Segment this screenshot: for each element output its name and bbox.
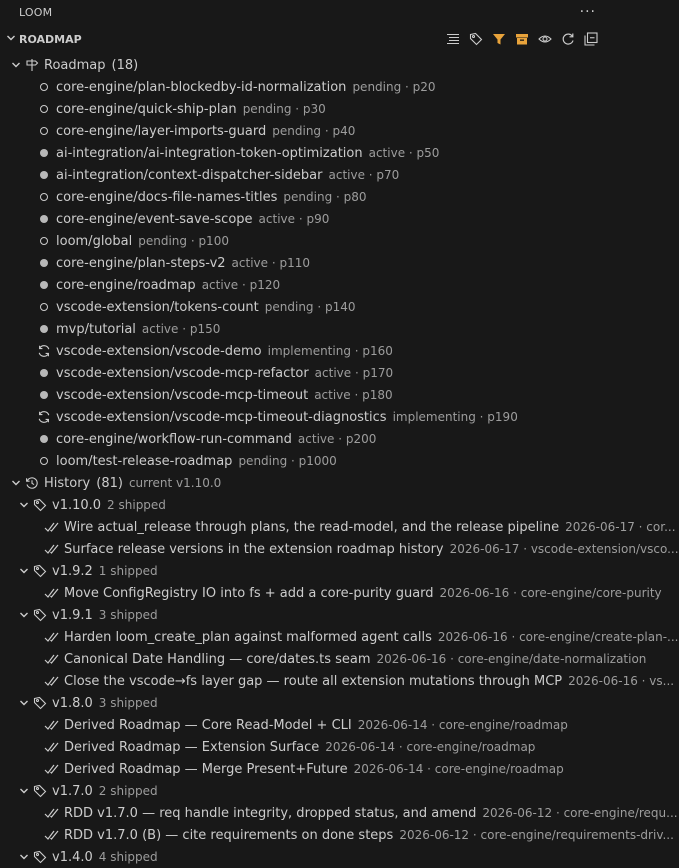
chevron-down-icon — [16, 698, 32, 708]
view-titlebar — [0, 0, 604, 24]
roadmap-item[interactable] — [0, 450, 604, 472]
plan-name: core-engine/event-save-scope — [56, 211, 253, 227]
shipped-meta: 2026-06-16 · core-engine/date-normalization — [376, 652, 647, 666]
roadmap-item[interactable] — [0, 296, 604, 318]
release-group[interactable] — [0, 692, 604, 714]
tag-icon — [32, 850, 48, 864]
active-dot-icon — [36, 215, 52, 223]
more-actions-button[interactable]: ··· — [579, 4, 596, 20]
roadmap-item[interactable] — [0, 340, 604, 362]
plan-name: vscode-extension/vscode-mcp-timeout — [56, 387, 309, 403]
plan-meta: implementing · p160 — [267, 344, 393, 358]
active-dot-icon — [36, 149, 52, 157]
plan-meta: pending · p80 — [283, 190, 367, 204]
shipped-meta: 2026-06-12 · core-engine/requ... — [482, 806, 678, 820]
roadmap-item[interactable] — [0, 76, 604, 98]
plan-name: loom/global — [56, 233, 133, 249]
plan-name: vscode-extension/vscode-mcp-refactor — [56, 365, 309, 381]
roadmap-label: Roadmap — [44, 57, 106, 73]
shipped-title: Harden loom_create_plan against malformed agent calls — [64, 629, 432, 645]
plan-name: core-engine/quick-ship-plan — [56, 101, 237, 117]
shipped-item[interactable] — [0, 538, 679, 560]
shipped-item[interactable] — [0, 714, 604, 736]
sync-icon — [36, 344, 52, 358]
chevron-down-icon — [16, 786, 32, 796]
plan-meta: pending · p30 — [242, 102, 326, 116]
plan-name: core-engine/layer-imports-guard — [56, 123, 267, 139]
shipped-title: Canonical Date Handling — core/dates.ts seam — [64, 651, 371, 667]
plan-meta: active · p120 — [201, 278, 281, 292]
shipped-title: Close the vscode→fs layer gap — route all extension mutations through MCP — [64, 673, 563, 689]
shipped-title: Surface release versions in the extension roadmap history — [64, 541, 444, 557]
tag-icon — [32, 564, 48, 578]
release-group[interactable] — [0, 846, 604, 868]
chevron-down-icon — [16, 610, 32, 620]
roadmap-item[interactable] — [0, 120, 604, 142]
section-title: ROADMAP — [19, 32, 82, 46]
active-dot-icon — [36, 391, 52, 399]
shipped-item[interactable] — [0, 758, 604, 780]
plan-meta: pending · p140 — [264, 300, 356, 314]
release-shipped-count: 3 shipped — [98, 608, 158, 622]
shipped-item[interactable] — [0, 626, 679, 648]
roadmap-item[interactable] — [0, 164, 604, 186]
release-group[interactable] — [0, 604, 604, 626]
plan-meta: active · p90 — [258, 212, 330, 226]
plan-name: core-engine/plan-blockedby-id-normalization — [56, 79, 347, 95]
double-check-icon — [44, 718, 60, 732]
collapse-all-icon[interactable] — [582, 30, 600, 48]
sync-icon — [36, 410, 52, 424]
shipped-item[interactable] — [0, 648, 647, 670]
pending-circle-icon — [36, 237, 52, 245]
chevron-down-icon — [16, 566, 32, 576]
history-current-version: current v1.10.0 — [128, 476, 222, 490]
pending-circle-icon — [36, 193, 52, 201]
history-icon — [24, 476, 40, 490]
shipped-title: Move ConfigRegistry IO into fs + add a core-purity guard — [64, 585, 434, 601]
history-items — [0, 494, 679, 868]
release-shipped-count: 3 shipped — [98, 696, 158, 710]
plan-meta: active · p50 — [368, 146, 440, 160]
double-check-icon — [44, 762, 60, 776]
roadmap-item[interactable] — [0, 384, 604, 406]
active-dot-icon — [36, 171, 52, 179]
roadmap-group[interactable] — [0, 54, 604, 76]
release-shipped-count: 1 shipped — [98, 564, 158, 578]
active-dot-icon — [36, 435, 52, 443]
release-version: v1.4.0 — [52, 849, 93, 865]
release-version: v1.8.0 — [52, 695, 93, 711]
shipped-title: Derived Roadmap — Core Read-Model + CLI — [64, 717, 352, 733]
roadmap-items — [0, 76, 604, 472]
archive-icon[interactable] — [513, 30, 531, 48]
plan-meta: pending · p100 — [138, 234, 229, 248]
release-group[interactable] — [0, 560, 604, 582]
history-label: History — [44, 475, 91, 491]
double-check-icon — [44, 542, 60, 556]
tag-icon — [32, 696, 48, 710]
plan-name: ai-integration/ai-integration-token-optimization — [56, 145, 363, 161]
plan-name: core-engine/roadmap — [56, 277, 196, 293]
active-dot-icon — [36, 259, 52, 267]
plan-name: ai-integration/context-dispatcher-sidebar — [56, 167, 323, 183]
pending-circle-icon — [36, 303, 52, 311]
shipped-meta: 2026-06-17 · vscode-extension/vsco... — [449, 542, 679, 556]
active-dot-icon — [36, 369, 52, 377]
shipped-item[interactable] — [0, 582, 662, 604]
roadmap-item[interactable] — [0, 142, 604, 164]
plan-name: vscode-extension/vscode-mcp-timeout-diagnostics — [56, 409, 387, 425]
double-check-icon — [44, 740, 60, 754]
plan-name: loom/test-release-roadmap — [56, 453, 233, 469]
roadmap-tree — [0, 54, 679, 868]
double-check-icon — [44, 674, 60, 688]
chevron-down-icon — [16, 500, 32, 510]
release-group[interactable] — [0, 494, 604, 516]
plan-meta: pending · p1000 — [238, 454, 337, 468]
view-title: LOOM — [19, 5, 53, 19]
double-check-icon — [44, 586, 60, 600]
roadmap-item[interactable] — [0, 98, 604, 120]
plan-name: core-engine/docs-file-names-titles — [56, 189, 278, 205]
double-check-icon — [44, 806, 60, 820]
shipped-title: RDD v1.7.0 (B) — cite requirements on done steps — [64, 827, 394, 843]
filter-icon[interactable] — [490, 30, 508, 48]
history-group[interactable] — [0, 472, 604, 494]
plan-meta: pending · p40 — [272, 124, 356, 138]
plan-meta: implementing · p190 — [392, 410, 518, 424]
shipped-meta: 2026-06-17 · cor... — [565, 520, 676, 534]
tag-icon[interactable] — [467, 30, 485, 48]
chevron-down-icon — [16, 852, 32, 862]
plan-meta: active · p180 — [314, 388, 393, 402]
release-version: v1.10.0 — [52, 497, 102, 513]
shipped-title: Derived Roadmap — Extension Surface — [64, 739, 320, 755]
plan-meta: active · p170 — [314, 366, 394, 380]
release-version: v1.9.1 — [52, 607, 93, 623]
shipped-item[interactable] — [0, 736, 604, 758]
eye-icon[interactable] — [536, 30, 554, 48]
roadmap-item[interactable] — [0, 186, 604, 208]
roadmap-item[interactable] — [0, 230, 604, 252]
release-group[interactable] — [0, 780, 604, 802]
active-dot-icon — [36, 325, 52, 333]
pending-circle-icon — [36, 127, 52, 135]
list-icon[interactable] — [444, 30, 462, 48]
roadmap-item[interactable] — [0, 208, 604, 230]
tag-icon — [32, 498, 48, 512]
plan-meta: active · p110 — [231, 256, 310, 270]
roadmap-section-header[interactable] — [0, 24, 604, 54]
shipped-item[interactable] — [0, 670, 675, 692]
roadmap-item[interactable] — [0, 274, 604, 296]
signpost-icon — [24, 58, 40, 72]
shipped-title: Derived Roadmap — Merge Present+Future — [64, 761, 348, 777]
tag-icon — [32, 784, 48, 798]
pending-circle-icon — [36, 105, 52, 113]
plan-name: mvp/tutorial — [56, 321, 136, 337]
section-toolbar — [444, 30, 600, 48]
shipped-title: Wire actual_release through plans, the read-model, and the release pipeline — [64, 519, 560, 535]
plan-name: vscode-extension/tokens-count — [56, 299, 259, 315]
active-dot-icon — [36, 281, 52, 289]
shipped-meta: 2026-06-16 · core-engine/create-plan-... — [437, 630, 679, 644]
plan-name: core-engine/plan-steps-v2 — [56, 255, 226, 271]
shipped-item[interactable] — [0, 516, 676, 538]
double-check-icon — [44, 652, 60, 666]
plan-meta: pending · p20 — [352, 80, 436, 94]
double-check-icon — [44, 630, 60, 644]
shipped-meta: 2026-06-12 · core-engine/requirements-driv... — [399, 828, 674, 842]
chevron-down-icon — [8, 478, 24, 488]
plan-meta: active · p200 — [297, 432, 377, 446]
roadmap-item[interactable] — [0, 252, 604, 274]
release-shipped-count: 2 shipped — [107, 498, 166, 512]
refresh-icon[interactable] — [559, 30, 577, 48]
shipped-meta: 2026-06-16 · core-engine/core-purity — [439, 586, 662, 600]
release-shipped-count: 2 shipped — [98, 784, 158, 798]
release-version: v1.9.2 — [52, 563, 93, 579]
plan-meta: active · p150 — [141, 322, 221, 336]
tag-icon — [32, 608, 48, 622]
history-count: (81) — [96, 475, 123, 491]
roadmap-item[interactable] — [0, 406, 604, 428]
plan-name: vscode-extension/vscode-demo — [56, 343, 262, 359]
plan-name: core-engine/workflow-run-command — [56, 431, 292, 447]
pending-circle-icon — [36, 457, 52, 465]
shipped-meta: 2026-06-14 · core-engine/roadmap — [357, 718, 568, 732]
roadmap-item[interactable] — [0, 428, 604, 450]
plan-meta: active · p70 — [328, 168, 400, 182]
roadmap-count: (18) — [111, 57, 139, 73]
chevron-down-icon — [4, 33, 18, 46]
roadmap-item[interactable] — [0, 318, 604, 340]
shipped-meta: 2026-06-14 · core-engine/roadmap — [353, 762, 564, 776]
pending-circle-icon — [36, 83, 52, 91]
release-shipped-count: 4 shipped — [98, 850, 158, 864]
chevron-down-icon — [8, 60, 24, 70]
shipped-item[interactable] — [0, 824, 674, 846]
shipped-meta: 2026-06-16 · vs... — [568, 674, 675, 688]
double-check-icon — [44, 828, 60, 842]
roadmap-item[interactable] — [0, 362, 604, 384]
double-check-icon — [44, 520, 60, 534]
shipped-title: RDD v1.7.0 — req handle integrity, dropped status, and amend — [64, 805, 477, 821]
shipped-meta: 2026-06-14 · core-engine/roadmap — [325, 740, 536, 754]
shipped-item[interactable] — [0, 802, 678, 824]
release-version: v1.7.0 — [52, 783, 93, 799]
